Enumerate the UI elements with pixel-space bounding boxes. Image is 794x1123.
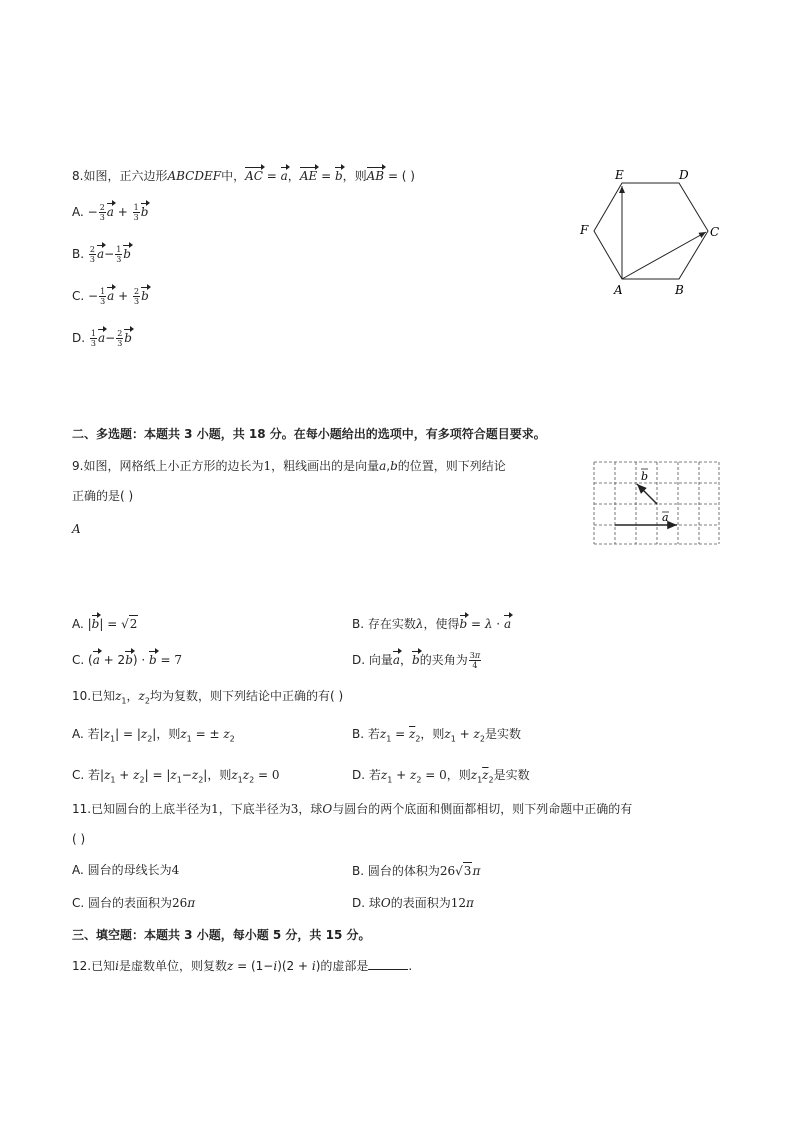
q9-stem-line2: 正确的是( ): [72, 489, 134, 503]
q11-stem-line2: ( ): [72, 832, 86, 846]
q8-stem: 8.如图，正六边形ABCDEF中，AC = a，AE = b，则AB = ( ): [72, 166, 415, 184]
label-e: E: [615, 168, 624, 182]
q8-option-c: C. − $\frac{1}{3}$ a + $\frac{2}{3}$ b: [72, 287, 149, 306]
q9-stray-letter: A: [72, 522, 81, 536]
hexagon-outline: [594, 183, 708, 279]
q12-stem: 12.已知i是虚数单位，则复数z = (1−i)(2 + i)的虚部是 .: [72, 959, 413, 973]
q11-option-c: C. 圆台的表面积为26π: [72, 896, 196, 910]
hexagon-figure: [570, 160, 730, 300]
q9-option-c: C. (a + 2b) · b = 7: [72, 650, 182, 668]
section2-header: 二、多选题：本题共 3 小题，共 18 分。在每小题给出的选项中，有多项符合题目要求。: [72, 427, 546, 441]
q9-stem-line1: 9.如图，网格纸上小正方形的边长为1，粗线画出的是向量a,b的位置，则下列结论: [72, 459, 506, 473]
grid-label-b: b: [641, 470, 649, 483]
label-b: B: [675, 283, 684, 297]
q11-option-b: B. 圆台的体积为26√3π: [352, 864, 481, 878]
q10-option-d: D. 若$z_1 + z_2 = 0$，则$z_1\overline{z}_2$是实数: [352, 768, 530, 785]
label-a: A: [614, 283, 623, 297]
label-c: C: [710, 225, 720, 239]
q9-option-a: A. |b| = √2: [72, 614, 138, 632]
q11-stem-line1: 11.已知圆台的上底半径为1，下底半径为3，球O与圆台的两个底面和侧面都相切，则下列命题中正确的有: [72, 802, 633, 816]
grid-figure: [590, 458, 725, 550]
vector-b-arrow: [637, 484, 657, 504]
q11-option-a: A. 圆台的母线长为4: [72, 863, 180, 877]
section3-header: 三、填空题：本题共 3 小题，每小题 5 分，共 15 分。: [72, 928, 371, 942]
q9-option-d: D. 向量a，b的夹角为 $\frac{3\pi}{4}$: [352, 651, 481, 670]
q8-option-a: A. − $\frac{2}{3}$ a + $\frac{1}{3}$ b: [72, 203, 149, 222]
q10-option-a: A. 若$|z_1| = |z_2|$，则$z_1$ = ± $z_2$: [72, 727, 235, 744]
q8-option-d: D. $\frac{1}{3}$ a− $\frac{2}{3}$ b: [72, 329, 132, 348]
grid-label-a: a: [662, 511, 669, 524]
q9-option-b: B. 存在实数λ，使得b = λ · a: [352, 614, 511, 632]
label-d: D: [679, 168, 689, 182]
q8-option-b: B. $\frac{2}{3}$ a− $\frac{1}{3}$ b: [72, 245, 131, 264]
label-f: F: [580, 223, 589, 237]
q11-option-d: D. 球O的表面积为12π: [352, 896, 474, 910]
q10-option-b: B. 若$z_1 = \overline{z}_2$，则$z_1 + z_2$是实数: [352, 727, 521, 744]
q10-option-c: C. 若$|z_1 + z_2| = |z_1-z_2|$，则$z_1z_2 = 0$: [72, 768, 280, 785]
q10-stem: 10.已知$z_1$，$z_2$均为复数，则下列结论中正确的有( ): [72, 689, 344, 706]
